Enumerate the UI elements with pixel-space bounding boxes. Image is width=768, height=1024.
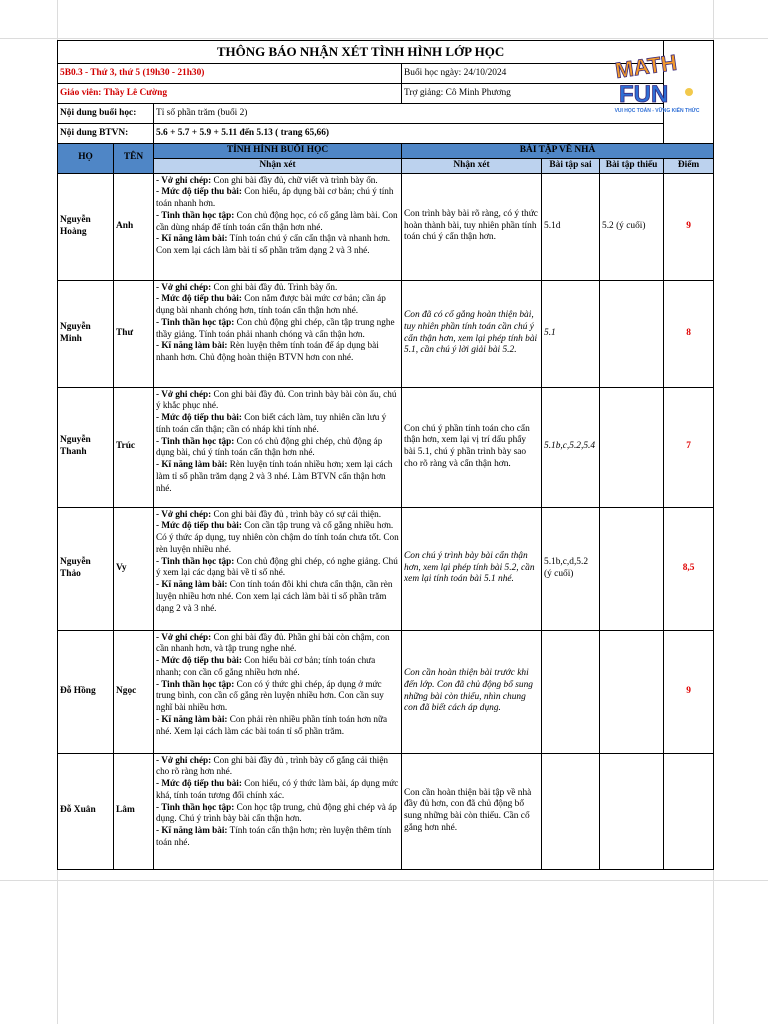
teacher-name: Giáo viên: Thầy Lê Cường xyxy=(58,84,402,104)
student-ho: Đỗ Hồng xyxy=(58,630,114,753)
class-comment xyxy=(154,387,402,507)
score: 9 xyxy=(664,630,714,753)
comment-label: - Vở ghi chép: xyxy=(156,388,212,399)
comment-text: Con chủ động ghi chép, có nghe giảng. Chú ý xem lại các dạng bài về tỉ số nhé. xyxy=(156,555,398,578)
comment-label: - Kĩ năng làm bài: xyxy=(156,713,228,724)
comment-label: - Tinh thần học tập: xyxy=(156,435,235,446)
student-ten: Thư xyxy=(114,280,154,387)
comment-label: - Kĩ năng làm bài: xyxy=(156,825,228,836)
report-table xyxy=(57,40,714,870)
col-bai-tap: BÀI TẬP VỀ NHÀ xyxy=(402,144,714,159)
class-comment xyxy=(154,753,402,869)
score: 9 xyxy=(664,173,714,280)
comment-label: - Mức độ tiếp thu bài: xyxy=(156,655,242,666)
table-row xyxy=(58,753,714,869)
student-ten: Lâm xyxy=(114,753,154,869)
comment-label: - Vở ghi chép: xyxy=(156,754,212,765)
comment-text: Con ghi bài đầy đủ, chữ viết và trình bày ổn. xyxy=(211,174,378,185)
wrong-exercises: 5.1d xyxy=(542,173,600,280)
comment-label: - Kĩ năng làm bài: xyxy=(156,340,228,351)
sheet-gridline xyxy=(0,38,768,39)
comment-label: - Mức độ tiếp thu bài: xyxy=(156,186,242,197)
logo-word-fun: FUN xyxy=(619,81,669,108)
col-ho: HỌ xyxy=(58,144,114,174)
wrong-exercises xyxy=(542,753,600,869)
wrong-exercises xyxy=(542,630,600,753)
student-ten: Trúc xyxy=(114,387,154,507)
comment-text: Con ghi bài đầy đủ , trình bày cố gắng cải thiện cho rõ ràng hơn nhé. xyxy=(156,754,389,777)
sheet-gridline xyxy=(0,880,768,881)
col-nhan-xet-btvn: Nhận xét xyxy=(402,158,542,173)
comment-label: - Vở ghi chép: xyxy=(156,174,212,185)
assistant-name: Trợ giảng: Cô Minh Phương xyxy=(402,84,664,104)
missing-exercises xyxy=(600,387,664,507)
missing-exercises xyxy=(600,630,664,753)
homework-label: Nội dung BTVN: xyxy=(58,124,154,144)
student-ho: Nguyễn Minh xyxy=(58,280,114,387)
col-ten: TÊN xyxy=(114,144,154,174)
wrong-exercises: 5.1 xyxy=(542,280,600,387)
homework-comment: Con chú ý trình bày bài cẩn thận hơn, xem lại phép tính bài 5.2, cần xem lại tính toán bài 5.1 nhé. xyxy=(402,507,542,630)
comment-text: Con hiểu bài cơ bản; tính toán chưa nhanh; con cần cố gắng nhiều hơn nhé. xyxy=(156,655,376,677)
col-bai-thieu: Bài tập thiếu xyxy=(600,158,664,173)
math-fun-logo xyxy=(605,44,710,116)
score: 8 xyxy=(664,280,714,387)
comment-text: Con phải rèn nhiều phần tính toán hơn nữa nhé. Xem lại cách làm các bài toán tỉ số phần trăm. xyxy=(156,713,388,736)
comment-text: Con ghi bài đầy đủ. Phần ghi bài còn chậm, con cần nhanh hơn, và tập trung nghe nhé. xyxy=(156,631,390,654)
comment-text: Con ghi bài đầy đủ , trình bày có sự cải thiện. xyxy=(211,508,382,519)
wrong-exercises: 5.1b,c,d,5.2 (ý cuối) xyxy=(542,507,600,630)
score: 8,5 xyxy=(664,507,714,630)
student-ho: Đỗ Xuân xyxy=(58,753,114,869)
comment-label: - Kĩ năng làm bài: xyxy=(156,233,228,244)
col-nhan-xet: Nhận xét xyxy=(154,158,402,173)
homework-comment: Con cần hoàn thiện bài tập về nhà đầy đủ hơn, con đã chủ động bổ sung những bài còn thiếu. Cần cố gắng hơn nhé. xyxy=(402,753,542,869)
comment-text: Tính toán chú ý cẩn cẩn thận và nhanh hơn. Con xem lại cách làm bài tỉ số phần trăm dạng 2 và 3 nhé. xyxy=(156,233,391,256)
comment-label: - Vở ghi chép: xyxy=(156,508,212,519)
comment-text: Con học tập trung, chủ động ghi chép và áp dụng. Chú ý trình bày bài cẩn thận hơn. xyxy=(156,801,397,824)
homework-comment: Con đã có cố gắng hoàn thiện bài, tuy nhiên phần tính toán cần chú ý cẩn thận hơn, xem lại phép tính bài 5.1, cần chú ý lời giải bài 5.2. xyxy=(402,280,542,387)
score xyxy=(664,753,714,869)
student-ho: Nguyễn Hoàng xyxy=(58,173,114,280)
class-comment xyxy=(154,173,402,280)
logo-tagline: VUI HỌC TOÁN - VỮNG KIẾN THỨC xyxy=(614,108,700,114)
lesson-value: Tỉ số phần trăm (buổi 2) xyxy=(154,104,664,124)
comment-label: - Vở ghi chép: xyxy=(156,281,212,292)
student-ho: Nguyễn Thảo xyxy=(58,507,114,630)
comment-label: - Tinh thần học tập: xyxy=(156,316,235,327)
comment-label: - Vở ghi chép: xyxy=(156,631,212,642)
report-title: THÔNG BÁO NHẬN XÉT TÌNH HÌNH LỚP HỌC xyxy=(58,41,664,64)
comment-label: - Kĩ năng làm bài: xyxy=(156,459,228,470)
comment-text: Rèn luyện tính toán nhiều hơn; xem lại cách làm tỉ số phần trăm dạng 2 và 3 nhé. Làm BTVN cẩn thận hơn nhé. xyxy=(156,459,393,493)
comment-text: Con tính toán đôi khi chưa cẩn thận, cần rèn luyện nhiều hơn nhé. Con xem lại cách làm bài tỉ số phần trăm dạng 2 và 3 nhé. xyxy=(156,579,393,613)
table-row xyxy=(58,173,714,280)
score: 7 xyxy=(664,387,714,507)
col-diem: Điểm xyxy=(664,158,714,173)
student-ten: Anh xyxy=(114,173,154,280)
comment-text: Con biết cách làm, tuy nhiên cần lưu ý tính toán cẩn thận; cần có nháp khi tính nhé. xyxy=(156,412,387,434)
comment-label: - Mức độ tiếp thu bài: xyxy=(156,778,242,789)
table-row xyxy=(58,387,714,507)
comment-text: Con ghi bài đầy đủ. Trình bày ổn. xyxy=(211,281,338,292)
missing-exercises xyxy=(600,280,664,387)
table-row xyxy=(58,280,714,387)
table-row xyxy=(58,507,714,630)
comment-text: Tính toán cẩn thận hơn; rèn luyện thêm tính toán nhé. xyxy=(156,825,392,847)
wrong-exercises: 5.1b,c,5.2,5.4 xyxy=(542,387,600,507)
comment-text: Con chủ động ghi chép, cần tập trung nghe thầy giảng. Tính toán phải nhanh chóng và cẩn thận hơn. xyxy=(156,316,395,339)
comment-label: - Tinh thần học tập: xyxy=(156,678,235,689)
comment-text: Con cần tập trung và cố gắng nhiều hơn. Có ý thức áp dụng, tuy nhiên còn chậm do tính toán chưa tốt. Con rèn luyện nhiều nhé. xyxy=(156,520,399,554)
class-comment xyxy=(154,630,402,753)
comment-text: Con nắm được bài mức cơ bản; cần áp dụng bài nhanh chóng hơn, tính toán cẩn thận hơn nhé. xyxy=(156,293,386,316)
comment-label: - Mức độ tiếp thu bài: xyxy=(156,412,242,423)
comment-label: - Mức độ tiếp thu bài: xyxy=(156,520,242,531)
class-info: 5B0.3 - Thứ 3, thứ 5 (19h30 - 21h30) xyxy=(58,64,402,84)
session-date: Buổi học ngày: 24/10/2024 xyxy=(402,64,664,84)
table-row xyxy=(58,630,714,753)
missing-exercises xyxy=(600,507,664,630)
comment-label: - Tinh thần học tập: xyxy=(156,801,235,812)
comment-label: - Tinh thần học tập: xyxy=(156,555,235,566)
comment-text: Con hiểu, áp dụng bài cơ bản; chú ý tính toán nhanh hơn. xyxy=(156,186,394,209)
lesson-label: Nội dung buổi học: xyxy=(58,104,154,124)
homework-comment: Con cần hoàn thiện bài trước khi đến lớp. Con đã chủ động bổ sung những bài còn thiếu, nhìn chung con đã biết cách áp dụng. xyxy=(402,630,542,753)
comment-label: - Mức độ tiếp thu bài: xyxy=(156,293,242,304)
comment-text: Con chủ động học, có cố gắng làm bài. Con cần dùng nháp để tính toán cẩn thận hơn nhé. xyxy=(156,209,398,232)
class-comment xyxy=(154,280,402,387)
comment-text: Rèn luyện thêm tính toán để áp dụng bài nhanh hơn. Chủ động hoàn thiện BTVN hơn con nhé. xyxy=(156,340,379,363)
col-tinh-hinh: TÌNH HÌNH BUỔI HỌC xyxy=(154,144,402,159)
comment-text: Con hiểu, có ý thức làm bài, áp dụng mức khá, tính toán tương đối chính xác. xyxy=(156,778,399,800)
logo-word-math: MATH xyxy=(613,49,679,84)
missing-exercises xyxy=(600,753,664,869)
comment-label: - Tinh thần học tập: xyxy=(156,209,235,220)
comment-text: Con có chủ động ghi chép, chủ động áp dụng bài, chú ý tính toán cẩn thận hơn nhé. xyxy=(156,435,383,458)
missing-exercises: 5.2 (ý cuối) xyxy=(600,173,664,280)
comment-text: Con có ý thức ghi chép, áp dụng ở mức trung bình, con cần cố gắng rèn luyện nhiều hơn. Con cần suy nghĩ bài nhiều hơn. xyxy=(156,678,384,713)
student-ho: Nguyễn Thanh xyxy=(58,387,114,507)
comment-text: Con ghi bài đầy đủ. Con trình bày bài còn ẩu, chú ý khắc phục nhé. xyxy=(156,388,397,411)
homework-comment: Con trình bày bài rõ ràng, có ý thức hoàn thành bài, tuy nhiên phần tính toán chú ý cẩn thận hơn. xyxy=(402,173,542,280)
homework-comment: Con chú ý phần tính toán cho cẩn thận hơn, xem lại vị trí dấu phẩy bài 5.1, chú ý phần trình bày sao cho rõ ràng và cẩn thận hơn. xyxy=(402,387,542,507)
student-ten: Vy xyxy=(114,507,154,630)
col-bai-sai: Bài tập sai xyxy=(542,158,600,173)
student-ten: Ngọc xyxy=(114,630,154,753)
comment-label: - Kĩ năng làm bài: xyxy=(156,579,228,590)
class-comment xyxy=(154,507,402,630)
logo-dot-icon xyxy=(685,88,693,96)
homework-value: 5.6 + 5.7 + 5.9 + 5.11 đến 5.13 ( trang 65,66) xyxy=(154,124,664,144)
